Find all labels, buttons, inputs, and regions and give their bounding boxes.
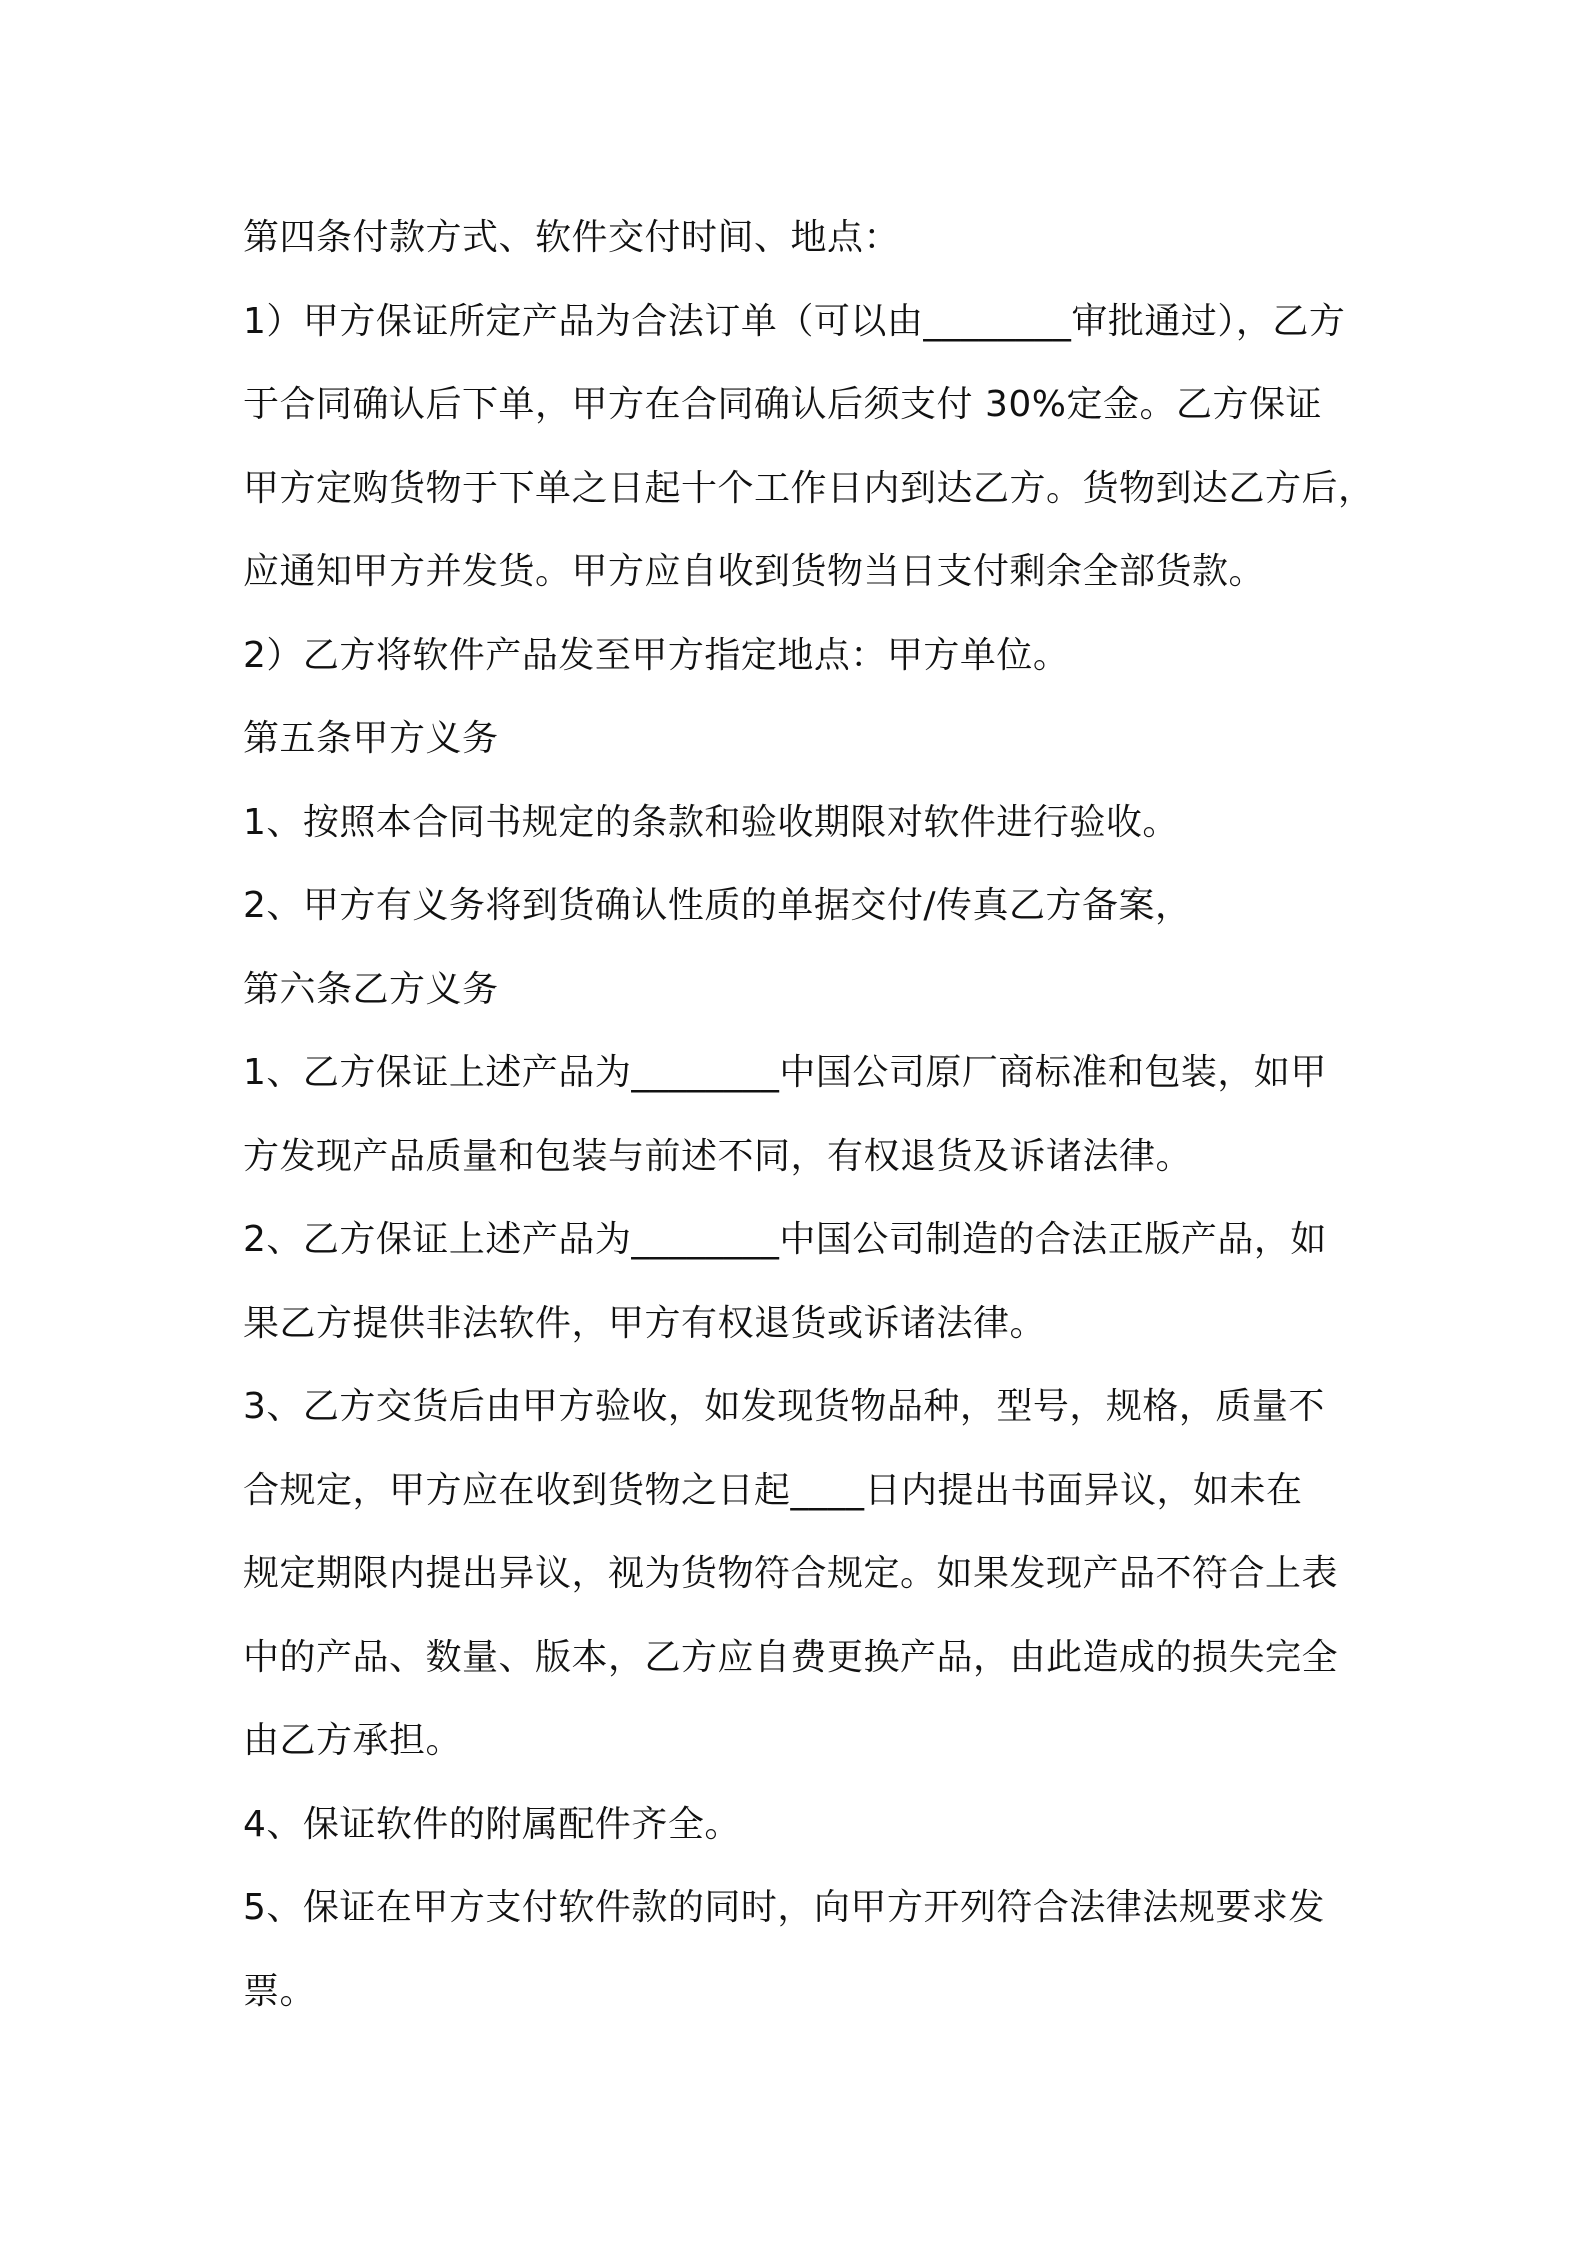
text-line: 甲方定购货物于下单之日起十个工作日内到达乙方。货物到达乙方后，: [243, 467, 1375, 509]
heading-article-4: 第四条付款方式、软件交付时间、地点：: [243, 217, 901, 258]
text-line: 果乙方提供非法软件，甲方有权退货或诉诸法律。: [243, 1302, 1047, 1344]
text-line: 2）乙方将软件产品发至甲方指定地点：甲方单位。: [243, 634, 1070, 676]
text-line: 应通知甲方并发货。甲方应自收到货物当日支付剩余全部货款。: [243, 551, 1266, 592]
text-line: 1、乙方保证上述产品为________中国公司原厂商标准和包装，如甲: [243, 1052, 1327, 1093]
text-line: 3、乙方交货后由甲方验收，如发现货物品种，型号，规格，质量不: [243, 1386, 1325, 1427]
text-line: 5、保证在甲方支付软件款的同时，向甲方开列符合法律法规要求发: [243, 1887, 1325, 1928]
text-line: 于合同确认后下单，甲方在合同确认后须支付 30%定金。乙方保证: [243, 384, 1322, 425]
text-line: 1）甲方保证所定产品为合法订单（可以由________审批通过），乙方: [243, 300, 1346, 342]
text-line: 由乙方承担。: [243, 1720, 463, 1761]
heading-article-6: 第六条乙方义务: [243, 968, 499, 1010]
text-line: 1、按照本合同书规定的条款和验收期限对软件进行验收。: [243, 801, 1179, 843]
text-line: 合规定，甲方应在收到货物之日起____日内提出书面异议，如未在: [243, 1469, 1303, 1511]
text-line: 方发现产品质量和包装与前述不同，有权退货及诉诸法律。: [243, 1135, 1193, 1177]
heading-article-5: 第五条甲方义务: [243, 718, 499, 759]
text-line: 4、保证软件的附属配件齐全。: [243, 1803, 741, 1845]
document-body: [243, 196, 1375, 2033]
text-line: 2、甲方有义务将到货确认性质的单据交付/传真乙方备案，: [243, 885, 1192, 926]
text-line: 2、乙方保证上述产品为________中国公司制造的合法正版产品，如: [243, 1219, 1327, 1260]
text-line: 中的产品、数量、版本，乙方应自费更换产品，由此造成的损失完全: [243, 1636, 1339, 1678]
text-line: 规定期限内提出异议，视为货物符合规定。如果发现产品不符合上表: [243, 1553, 1339, 1594]
text-line: 票。: [243, 1970, 317, 2012]
